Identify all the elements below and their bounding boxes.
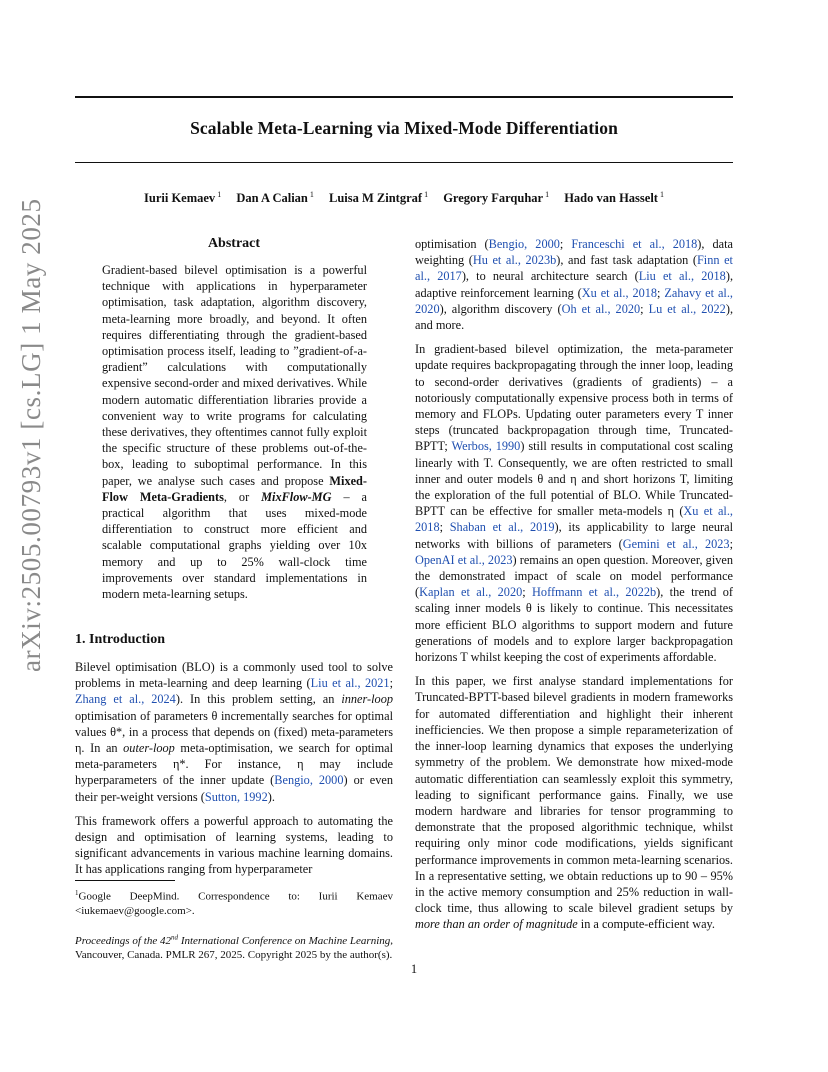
abstract-text: Gradient-based bilevel optimisation is a powerful technique with applications in hyperparameter optimisation, task adaptation, algorithm discovery, meta-learning more broadly, and beyond. It often requires differentiating through the gradient-based optimisation process itself, leading to ”gradient-of-a-gradient” calculations with computationally expensive second-order and mixed derivatives. While modern automatic differentiation libraries provide a convenient way to write programs for calculating these derivatives, they oftentimes cannot fully exploit the specific structure of these problems out-of-the-box, leading to suboptimal performance. In this paper, we analyse such cases and propose Mixed-Flow Meta-Gradients, or MixFlow-MG – a practical algorithm that uses mixed-mode differentiation to construct more efficient and scalable computational graphs yielding over 10x memory and up to 25% wall-clock time improvements over standard implementations in modern meta-learning setups. xyxy=(102,263,367,602)
intro-paragraph-4: In gradient-based bilevel optimization, the meta-parameter update requires backpropagating through the inner loop, leading to second-order derivatives (gradients of gradients) – a notoriously computationally expensive process both in terms of memory and FLOPs. Updating outer parameters every T inner steps (truncated backpropagation through time, Truncated-BPTT; Werbos, 1990) still results in computational cost scaling linearly with T. Consequently, we are often restricted to small inner and outer models θ and η and short horizons T, limiting the exploration of the full potential of BLO. While Truncated-BPTT can be effective for smaller meta-models η (Xu et al., 2018; Shaban et al., 2019), its applicability to large neural networks with billions of parameters (Gemini et al., 2023; OpenAI et al., 2023) remains an open question. Moreover, given the demonstrated impact of scale on model performance (Kaplan et al., 2020; Hoffmann et al., 2022b), the trend of scaling inner models θ is likely to continue. This necessitates more efficient BLO algorithms to support modern and future generations of models and to explore larger backpropagation horizons T whilst keeping the cost of experiments affordable. xyxy=(415,342,734,665)
citation-link[interactable]: Gemini et al., 2023 xyxy=(622,536,730,551)
title-rule-bottom xyxy=(75,162,733,163)
citation-link[interactable]: Zahavy et al., 2020 xyxy=(415,285,734,316)
abstract-heading: Abstract xyxy=(207,236,261,251)
author-5: Hado van Hasselt $^1$ xyxy=(564,190,664,205)
citation-link[interactable]: Bengio, 2000 xyxy=(274,773,344,788)
citation-link[interactable]: Shaban et al., 2019 xyxy=(449,520,555,535)
citation-link[interactable]: Oh et al., 2020 xyxy=(561,301,641,316)
author-3: Luisa M Zintgraf $^1$ xyxy=(329,190,429,205)
author-2: Dan A Calian $^1$ xyxy=(236,190,314,205)
intro-left-column xyxy=(75,659,393,886)
paper-title: Scalable Meta-Learning via Mixed-Mode Differentiation xyxy=(190,118,618,138)
citation-link[interactable]: Hu et al., 2023b xyxy=(472,253,557,268)
citation-link[interactable]: Werbos, 1990 xyxy=(451,439,521,454)
author-list xyxy=(75,190,733,206)
citation-link[interactable]: Franceschi et al., 2018 xyxy=(571,237,698,251)
citation-link[interactable]: Liu et al., 2018 xyxy=(638,269,726,284)
citation-link[interactable]: Kaplan et al., 2020 xyxy=(419,585,523,600)
intro-paragraph-2: This framework offers a powerful approach to automating the design and optimisation of learning systems, leading to significant advancements in various machine learning domains. It has applications ranging from hyperparameter xyxy=(75,813,393,877)
intro-paragraph-1: Bilevel optimisation (BLO) is a commonly used tool to solve problems in meta-learning and deep learning (Liu et al., 2021; Zhang et al., 2024). In this problem setting, an inner-loop optimisation of parameters θ incrementally searches for optimal values θ*, in a process that depends on (fixed) meta-parameters η. In an outer-loop meta-optimisation, we search for optimal meta-parameters η*. For instance, η may include hyperparameters of the inner update (Bengio, 2000) or even their per-weight versions (Sutton, 1992). xyxy=(75,660,394,804)
title-rule-top xyxy=(75,96,733,98)
citation-link[interactable]: Bengio, 2000 xyxy=(488,237,560,251)
citation-link[interactable]: Finn et al., 2017 xyxy=(415,253,733,284)
citation-link[interactable]: Hoffmann et al., 2022b xyxy=(532,585,657,600)
intro-paragraph-5: In this paper, we first analyse standard implementations for Truncated-BPTT-based bilevel gradients in modern frameworks for automated differentiation and highlight their inherent inefficiencies. We then propose a simple reparameterization of the inner-loop learning dynamics that exposes the underlying symmetry of the problem. We demonstrate how mixed-mode automatic differentiation can seamlessly exploit this symmetry, leading to significant performance gains. Finally, we use modern hardware and libraries for tensor programming to demonstrate that the proposed algorithmic technique, whilst requiring only minor code modifications, yields significant performance improvements in common meta-learning scenarios. In a representative setting, we obtain reductions up to 90 – 95% in the active memory consumption and 25% reduction in wall-clock time, thus allowing to scale bilevel gradient setups by more than an order of magnitude in a compute-efficient way. xyxy=(415,674,733,932)
citation-link[interactable]: Xu et al., 2018 xyxy=(581,285,658,300)
citation-link[interactable]: Zhang et al., 2024 xyxy=(75,692,176,707)
affiliation-footnote: $^1$Google DeepMind. Correspondence to: Iurii Kemaev <iukemaev@google.com>. xyxy=(75,889,393,918)
citation-link[interactable]: Lu et al., 2022 xyxy=(648,301,726,316)
intro-paragraph-3: optimisation (Bengio, 2000; Franceschi et al., 2018), data weighting (Hu et al., 2023b), and fast task adaptation (Finn et al., 2017), to neural architecture search (Liu et al., 2018), adaptive reinforcement learning (Xu et al., 2018; Zahavy et al., 2020), algorithm discovery (Oh et al., 2020; Lu et al., 2022), and more. xyxy=(415,237,734,333)
author-1: Iurii Kemaev $^1$ xyxy=(144,190,222,205)
proceedings-note: Proceedings of the 42nd International Conference on Machine Learning, Vancouver, Canada. PMLR 267, 2025. Copyright 2025 by the author(s). xyxy=(75,933,393,962)
citation-link[interactable]: Xu et al., 2018 xyxy=(415,504,733,535)
author-4: Gregory Farquhar $^1$ xyxy=(443,190,550,205)
footnote-rule xyxy=(75,880,175,881)
citation-link[interactable]: Liu et al., 2021 xyxy=(310,676,390,691)
citation-link[interactable]: OpenAI et al., 2023 xyxy=(415,552,513,567)
page-number: 1 xyxy=(410,962,418,976)
intro-right-column xyxy=(415,236,733,941)
section-heading-introduction: 1. Introduction xyxy=(75,632,165,647)
citation-link[interactable]: Sutton, 1992 xyxy=(204,789,268,804)
